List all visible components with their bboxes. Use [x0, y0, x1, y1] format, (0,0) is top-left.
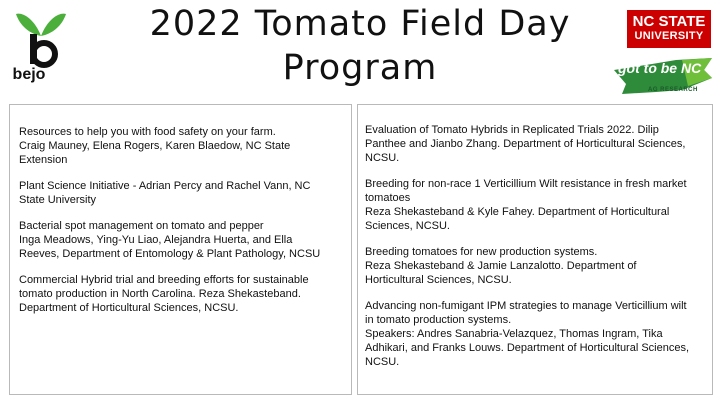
got-to-be-nc-text: got to be NC — [618, 60, 702, 76]
entry-line: Bacterial spot management on tomato and pepper — [19, 220, 264, 232]
entry-line: Craig Mauney, Elena Rogers, Karen Blaedow, NC State — [19, 140, 291, 152]
entry-line: in tomato production systems. — [365, 314, 512, 326]
program-entry — [365, 245, 706, 287]
entry-line: Advancing non-fumigant IPM strategies to manage Verticillium wilt — [365, 300, 687, 312]
program-entry — [19, 179, 345, 207]
entry-line: Panthee and Jianbo Zhang. Department of Horticultural Sciences, — [365, 138, 686, 150]
program-entry — [19, 273, 345, 315]
entry-line: NCSU. — [365, 152, 400, 164]
entry-line: tomatoes — [365, 192, 411, 204]
program-entry — [19, 125, 345, 167]
program-panel-left — [9, 104, 352, 395]
entry-line: Breeding for non-race 1 Verticillium Wilt resistance in fresh market — [365, 178, 687, 190]
entry-line: Breeding tomatoes for new production systems. — [365, 246, 598, 258]
ncstate-logo — [627, 10, 711, 48]
entry-line: Speakers: Andres Sanabria-Velazquez, Thomas Ingram, Tika — [365, 328, 663, 340]
entry-line: Reeves, Department of Entomology & Plant Pathology, NCSU — [19, 248, 321, 260]
entry-line: Inga Meadows, Ying-Yu Liao, Alejandra Huerta, and Ella — [19, 234, 293, 246]
entry-line: NCSU. — [365, 356, 400, 368]
entry-line: Adhikari, and Franks Louws. Department of Horticultural Sciences, — [365, 342, 690, 354]
bejo-logo-text: bejo — [12, 66, 46, 83]
entry-line: Extension — [19, 154, 68, 166]
entry-line: Sciences, NCSU. — [365, 220, 450, 232]
program-entry — [365, 177, 706, 233]
entry-line: Reza Shekasteband & Jamie Lanzalotto. Department of — [365, 260, 637, 272]
program-list-right — [365, 123, 706, 381]
entry-line: Horticultural Sciences, NCSU. — [365, 274, 512, 286]
entry-line: Resources to help you with food safety on your farm. — [19, 126, 276, 138]
program-entry — [365, 123, 706, 165]
entry-line: Department of Horticultural Sciences, NCSU. — [19, 302, 239, 314]
entry-line: tomato production in North Carolina. Reza Shekasteband. — [19, 288, 301, 300]
entry-line: Commercial Hybrid trial and breeding efforts for sustainable — [19, 274, 309, 286]
entry-line: Plant Science Initiative - Adrian Percy and Rachel Vann, NC — [19, 180, 311, 192]
entry-line: Reza Shekasteband & Kyle Fahey. Department of Horticultural — [365, 206, 670, 218]
entry-line: Evaluation of Tomato Hybrids in Replicated Trials 2022. Dilip — [365, 124, 659, 136]
program-entry — [19, 219, 345, 261]
program-entry — [365, 299, 706, 369]
entry-line: State University — [19, 194, 97, 206]
ncstate-logo-bottom: UNIVERSITY — [634, 30, 704, 42]
page-title-line2: Program — [282, 48, 438, 88]
program-panel-right — [357, 104, 713, 395]
page-title-line1: 2022 Tomato Field Day — [149, 4, 571, 44]
ag-research-text: AG RESEARCH — [648, 87, 698, 93]
program-list-left — [19, 125, 345, 327]
ncstate-logo-top: NC STATE — [632, 13, 706, 30]
